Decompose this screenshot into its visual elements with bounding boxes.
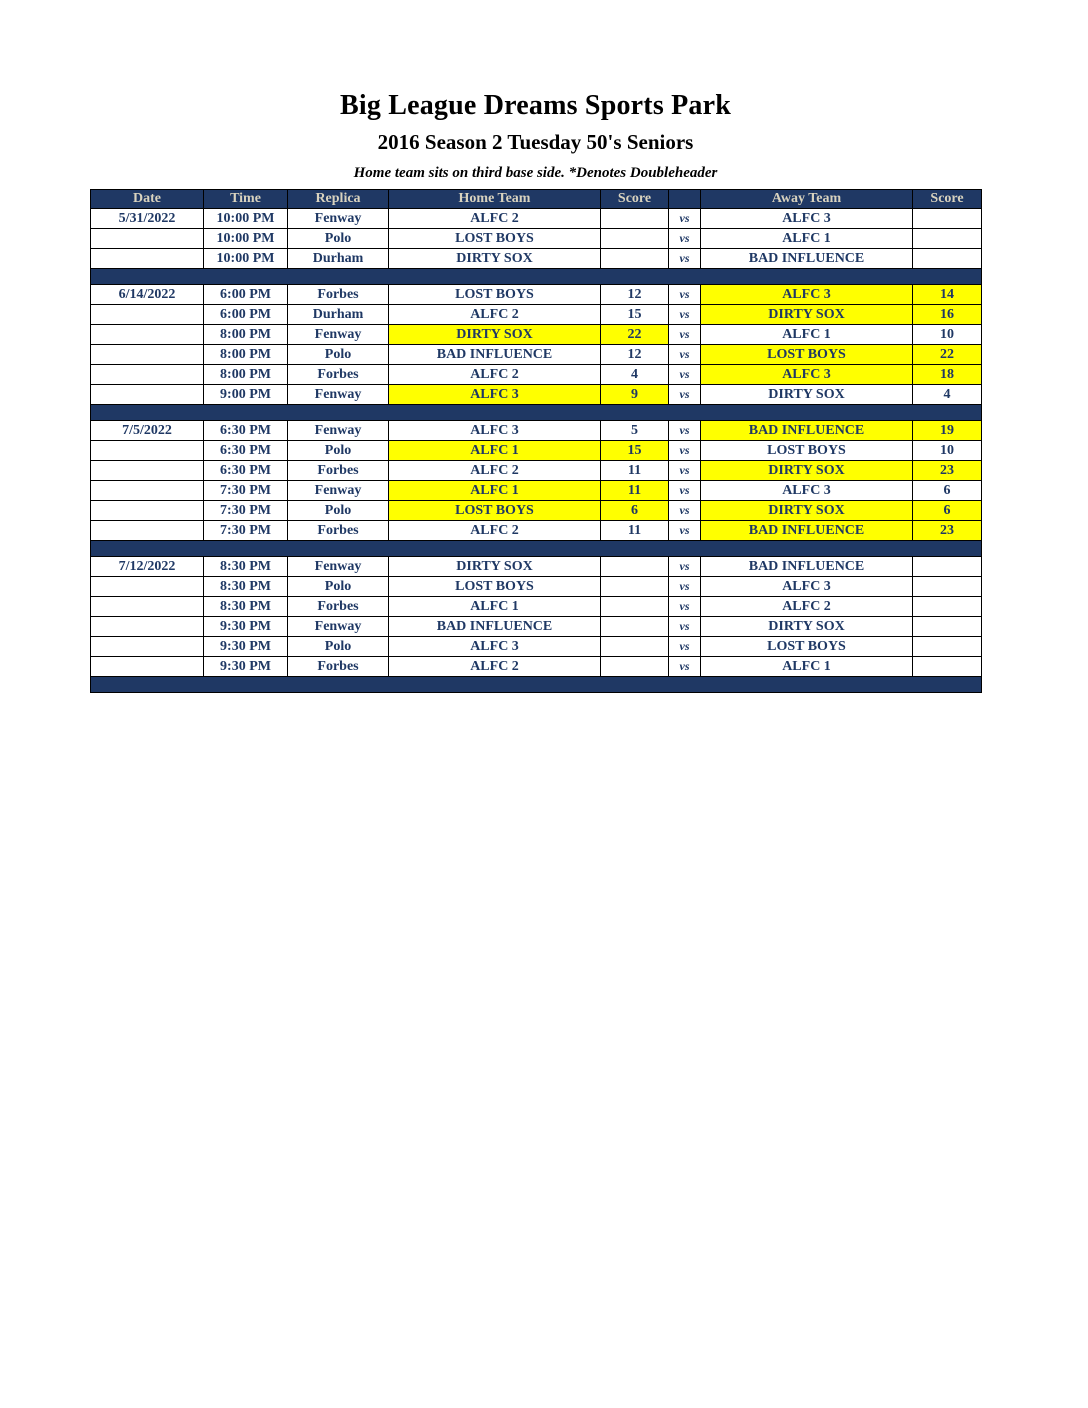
home-score-cell — [601, 577, 669, 597]
date-cell — [91, 637, 204, 657]
time-cell: 8:00 PM — [204, 325, 288, 345]
vs-cell: vs — [669, 657, 701, 677]
header-time: Time — [204, 190, 288, 209]
vs-cell: vs — [669, 597, 701, 617]
away-team-cell: ALFC 1 — [701, 229, 913, 249]
game-row — [91, 557, 982, 577]
vs-cell: vs — [669, 441, 701, 461]
vs-cell: vs — [669, 577, 701, 597]
away-score-cell — [913, 637, 982, 657]
replica-cell: Fenway — [288, 385, 389, 405]
away-score-cell — [913, 209, 982, 229]
away-team-cell: ALFC 3 — [701, 365, 913, 385]
vs-cell: vs — [669, 229, 701, 249]
away-team-cell: ALFC 3 — [701, 577, 913, 597]
vs-cell: vs — [669, 521, 701, 541]
home-team-cell: ALFC 1 — [389, 597, 601, 617]
away-score-cell — [913, 557, 982, 577]
game-row — [91, 345, 982, 365]
home-score-cell — [601, 249, 669, 269]
replica-cell: Forbes — [288, 597, 389, 617]
replica-cell: Polo — [288, 441, 389, 461]
time-cell: 9:30 PM — [204, 637, 288, 657]
home-team-cell: ALFC 3 — [389, 385, 601, 405]
date-cell — [91, 617, 204, 637]
time-cell: 9:30 PM — [204, 617, 288, 637]
away-team-cell: ALFC 3 — [701, 285, 913, 305]
game-row — [91, 365, 982, 385]
home-team-cell: LOST BOYS — [389, 577, 601, 597]
home-team-cell: ALFC 1 — [389, 441, 601, 461]
away-score-cell: 4 — [913, 385, 982, 405]
home-team-cell: ALFC 2 — [389, 521, 601, 541]
time-cell: 10:00 PM — [204, 229, 288, 249]
home-team-cell: ALFC 2 — [389, 209, 601, 229]
replica-cell: Fenway — [288, 421, 389, 441]
away-team-cell: DIRTY SOX — [701, 617, 913, 637]
time-cell: 9:00 PM — [204, 385, 288, 405]
separator-cell — [91, 677, 982, 693]
game-row — [91, 577, 982, 597]
home-team-cell: ALFC 3 — [389, 421, 601, 441]
away-team-cell: ALFC 3 — [701, 209, 913, 229]
date-cell — [91, 577, 204, 597]
away-team-cell: DIRTY SOX — [701, 305, 913, 325]
away-score-cell — [913, 657, 982, 677]
game-row — [91, 617, 982, 637]
home-team-cell: DIRTY SOX — [389, 249, 601, 269]
date-cell — [91, 441, 204, 461]
header-away-score: Score — [913, 190, 982, 209]
date-cell — [91, 325, 204, 345]
away-team-cell: DIRTY SOX — [701, 461, 913, 481]
vs-cell: vs — [669, 305, 701, 325]
time-cell: 10:00 PM — [204, 249, 288, 269]
home-team-cell: DIRTY SOX — [389, 557, 601, 577]
away-team-cell: LOST BOYS — [701, 345, 913, 365]
vs-cell: vs — [669, 421, 701, 441]
home-score-cell: 11 — [601, 521, 669, 541]
replica-cell: Polo — [288, 345, 389, 365]
away-score-cell: 19 — [913, 421, 982, 441]
time-cell: 6:30 PM — [204, 421, 288, 441]
date-cell — [91, 345, 204, 365]
game-row — [91, 481, 982, 501]
replica-cell: Forbes — [288, 285, 389, 305]
vs-cell: vs — [669, 249, 701, 269]
header-row — [91, 190, 982, 209]
time-cell: 8:30 PM — [204, 557, 288, 577]
away-team-cell: BAD INFLUENCE — [701, 521, 913, 541]
away-score-cell — [913, 229, 982, 249]
date-cell — [91, 501, 204, 521]
away-score-cell — [913, 597, 982, 617]
home-score-cell: 11 — [601, 481, 669, 501]
home-team-cell: LOST BOYS — [389, 229, 601, 249]
vs-cell: vs — [669, 481, 701, 501]
home-score-cell: 22 — [601, 325, 669, 345]
home-team-cell: BAD INFLUENCE — [389, 617, 601, 637]
away-score-cell: 18 — [913, 365, 982, 385]
home-score-cell: 12 — [601, 345, 669, 365]
home-team-cell: ALFC 2 — [389, 305, 601, 325]
away-team-cell: ALFC 2 — [701, 597, 913, 617]
away-score-cell: 10 — [913, 325, 982, 345]
game-row — [91, 501, 982, 521]
header-home-team: Home Team — [389, 190, 601, 209]
home-team-cell: DIRTY SOX — [389, 325, 601, 345]
page-subtitle: 2016 Season 2 Tuesday 50's Seniors — [377, 130, 694, 154]
time-cell: 6:00 PM — [204, 305, 288, 325]
home-team-cell: ALFC 1 — [389, 481, 601, 501]
time-cell: 6:30 PM — [204, 461, 288, 481]
game-row — [91, 385, 982, 405]
time-cell: 6:00 PM — [204, 285, 288, 305]
separator-row — [91, 677, 982, 693]
date-cell — [91, 597, 204, 617]
home-team-note: Home team sits on third base side. *Denotes Doubleheader — [353, 165, 718, 181]
home-score-cell — [601, 637, 669, 657]
vs-cell: vs — [669, 501, 701, 521]
separator-row — [91, 541, 982, 557]
separator-row — [91, 269, 982, 285]
replica-cell: Fenway — [288, 209, 389, 229]
replica-cell: Fenway — [288, 481, 389, 501]
away-team-cell: BAD INFLUENCE — [701, 421, 913, 441]
vs-cell: vs — [669, 325, 701, 345]
vs-cell: vs — [669, 385, 701, 405]
away-team-cell: BAD INFLUENCE — [701, 557, 913, 577]
time-cell: 10:00 PM — [204, 209, 288, 229]
away-score-cell — [913, 249, 982, 269]
game-row — [91, 657, 982, 677]
away-score-cell: 23 — [913, 461, 982, 481]
time-cell: 7:30 PM — [204, 521, 288, 541]
away-score-cell: 6 — [913, 501, 982, 521]
separator-row — [91, 405, 982, 421]
home-score-cell: 5 — [601, 421, 669, 441]
home-score-cell — [601, 557, 669, 577]
away-team-cell: ALFC 3 — [701, 481, 913, 501]
home-score-cell: 12 — [601, 285, 669, 305]
date-cell: 7/12/2022 — [91, 557, 204, 577]
home-team-cell: ALFC 2 — [389, 461, 601, 481]
date-cell: 5/31/2022 — [91, 209, 204, 229]
date-cell: 6/14/2022 — [91, 285, 204, 305]
date-cell — [91, 249, 204, 269]
home-team-cell: ALFC 3 — [389, 637, 601, 657]
vs-cell: vs — [669, 365, 701, 385]
header-home-score: Score — [601, 190, 669, 209]
home-team-cell: ALFC 2 — [389, 365, 601, 385]
header-vs — [669, 190, 701, 209]
replica-cell: Forbes — [288, 521, 389, 541]
replica-cell: Polo — [288, 577, 389, 597]
separator-cell — [91, 541, 982, 557]
home-score-cell: 15 — [601, 305, 669, 325]
date-cell — [91, 461, 204, 481]
vs-cell: vs — [669, 557, 701, 577]
home-score-cell: 15 — [601, 441, 669, 461]
home-score-cell — [601, 597, 669, 617]
away-score-cell: 16 — [913, 305, 982, 325]
replica-cell: Durham — [288, 249, 389, 269]
away-team-cell: LOST BOYS — [701, 637, 913, 657]
header-date: Date — [91, 190, 204, 209]
replica-cell: Forbes — [288, 461, 389, 481]
replica-cell: Forbes — [288, 365, 389, 385]
date-cell — [91, 305, 204, 325]
time-cell: 6:30 PM — [204, 441, 288, 461]
game-row — [91, 285, 982, 305]
away-team-cell: DIRTY SOX — [701, 385, 913, 405]
game-row — [91, 305, 982, 325]
game-row — [91, 209, 982, 229]
game-row — [91, 229, 982, 249]
game-row — [91, 637, 982, 657]
away-team-cell: LOST BOYS — [701, 441, 913, 461]
game-row — [91, 521, 982, 541]
home-score-cell: 9 — [601, 385, 669, 405]
date-cell: 7/5/2022 — [91, 421, 204, 441]
away-team-cell: BAD INFLUENCE — [701, 249, 913, 269]
home-score-cell — [601, 617, 669, 637]
header-replica: Replica — [288, 190, 389, 209]
game-row — [91, 441, 982, 461]
away-score-cell — [913, 617, 982, 637]
time-cell: 7:30 PM — [204, 501, 288, 521]
replica-cell: Polo — [288, 501, 389, 521]
game-row — [91, 249, 982, 269]
replica-cell: Fenway — [288, 325, 389, 345]
schedule-content — [90, 90, 981, 693]
home-score-cell: 4 — [601, 365, 669, 385]
home-team-cell: LOST BOYS — [389, 285, 601, 305]
time-cell: 8:00 PM — [204, 345, 288, 365]
away-score-cell: 22 — [913, 345, 982, 365]
game-row — [91, 325, 982, 345]
away-score-cell: 10 — [913, 441, 982, 461]
time-cell: 8:30 PM — [204, 597, 288, 617]
home-score-cell — [601, 229, 669, 249]
vs-cell: vs — [669, 209, 701, 229]
date-cell — [91, 521, 204, 541]
game-row — [91, 421, 982, 441]
game-row — [91, 461, 982, 481]
home-team-cell: ALFC 2 — [389, 657, 601, 677]
schedule-table — [90, 189, 982, 693]
home-score-cell — [601, 657, 669, 677]
away-score-cell: 14 — [913, 285, 982, 305]
home-team-cell: BAD INFLUENCE — [389, 345, 601, 365]
schedule-table-body — [91, 209, 982, 693]
vs-cell: vs — [669, 617, 701, 637]
date-cell — [91, 481, 204, 501]
home-team-cell: LOST BOYS — [389, 501, 601, 521]
time-cell: 9:30 PM — [204, 657, 288, 677]
date-cell — [91, 657, 204, 677]
separator-cell — [91, 269, 982, 285]
time-cell: 7:30 PM — [204, 481, 288, 501]
away-score-cell: 23 — [913, 521, 982, 541]
vs-cell: vs — [669, 637, 701, 657]
away-team-cell: ALFC 1 — [701, 325, 913, 345]
replica-cell: Polo — [288, 637, 389, 657]
away-score-cell — [913, 577, 982, 597]
vs-cell: vs — [669, 285, 701, 305]
replica-cell: Fenway — [288, 557, 389, 577]
replica-cell: Polo — [288, 229, 389, 249]
date-cell — [91, 385, 204, 405]
replica-cell: Fenway — [288, 617, 389, 637]
page-title: Big League Dreams Sports Park — [339, 90, 732, 121]
separator-cell — [91, 405, 982, 421]
replica-cell: Durham — [288, 305, 389, 325]
away-team-cell: ALFC 1 — [701, 657, 913, 677]
vs-cell: vs — [669, 461, 701, 481]
away-team-cell: DIRTY SOX — [701, 501, 913, 521]
home-score-cell: 6 — [601, 501, 669, 521]
header-away-team: Away Team — [701, 190, 913, 209]
date-cell — [91, 365, 204, 385]
game-row — [91, 597, 982, 617]
vs-cell: vs — [669, 345, 701, 365]
date-cell — [91, 229, 204, 249]
time-cell: 8:30 PM — [204, 577, 288, 597]
away-score-cell: 6 — [913, 481, 982, 501]
home-score-cell: 11 — [601, 461, 669, 481]
replica-cell: Forbes — [288, 657, 389, 677]
time-cell: 8:00 PM — [204, 365, 288, 385]
home-score-cell — [601, 209, 669, 229]
